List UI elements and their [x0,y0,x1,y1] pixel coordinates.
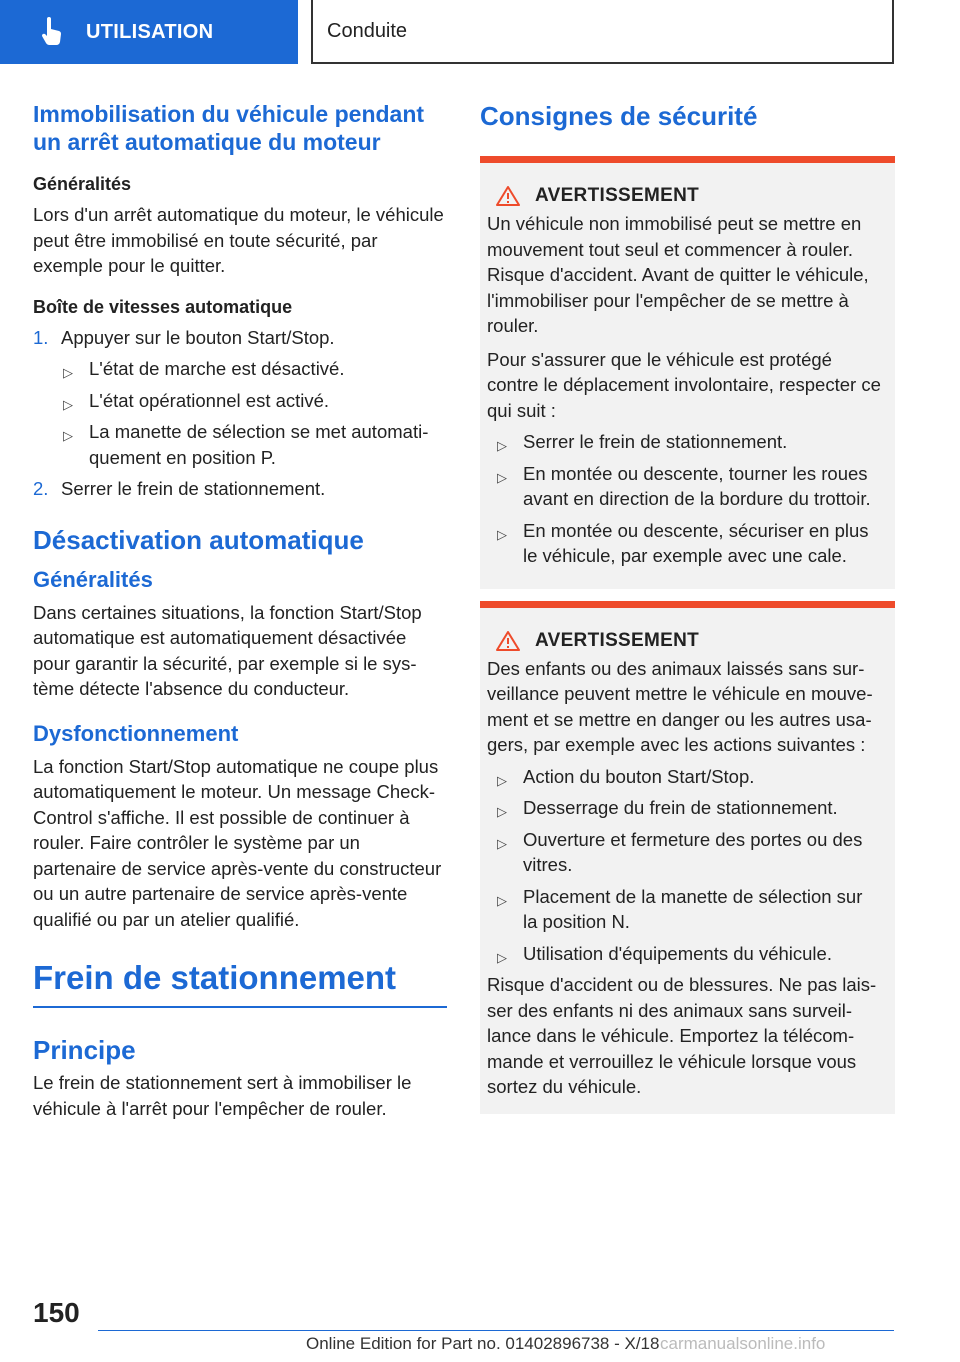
warning-header [487,185,881,207]
heading-desactivation: Désactivation automatique [33,524,364,555]
left-column [33,100,447,1121]
list-item-text: Ouverture et fermeture des portes ou des vitres. [523,828,863,875]
list-item-text: L'état opérationnel est activé. [89,389,330,411]
substep-list [61,356,447,470]
list-item [495,827,881,878]
warning-label: AVERTISSEMENT [535,185,700,206]
heading-immobilisation: Immobilisation du véhicule pendant un arrêt automatique du moteur [33,101,425,155]
list-item [61,388,447,414]
steps-list [33,325,447,502]
step-item [33,476,447,502]
warning-label: AVERTISSEMENT [535,629,700,651]
triangle-bullet-icon: ▷ [497,892,507,908]
paragraph-generalites: Lors d'un arrêt automatique du moteur, le véhicule peut être immobilisé en toute sécurité, par exemple pour le quitter. [33,204,444,276]
list-item-text: Serrer le frein de stationnement. [523,431,788,452]
step-number: 1. [33,326,49,348]
triangle-bullet-icon: ▷ [497,804,507,819]
list-item-text: L'état de marche est désactivé. [89,358,345,379]
warning-triangle-icon [495,630,521,652]
warning-paragraph: Un véhicule non immobilisé peut se mettre en mouvement tout seul et commencer à rouler. Risque d'accident. Avant de quitter le véhicule, l'immobiliser pour l'empêcher de se mettre à rouler. [487,213,869,336]
warning-box [480,601,895,1114]
triangle-bullet-icon: ▷ [497,835,507,851]
chapter-tab [0,0,298,64]
list-item-text: En montée ou descente, tourner les roues avant en direction de la bordure du trottoir. [523,462,871,509]
section-label: Conduite [327,19,408,42]
list-item [495,884,881,935]
warning-triangle-icon [495,185,521,207]
heading-generalites-2: Généralités [33,566,153,592]
chapter-label: UTILISATION [86,20,214,43]
warning-paragraph: Des enfants ou des animaux laissés sans surveillance peuvent mettre le véhicule en mouvement et se mettre en danger ou les autres usagers, par exemple avec les actions suivantes : [487,657,873,755]
step-text: Serrer le frein de stationnement. [61,478,326,499]
list-item [495,429,881,455]
list-item-text: Placement de la manette de sélection sur la position N. [523,885,863,932]
warning-list [495,429,881,569]
paragraph-dysfonctionnement: La fonction Start/Stop automatique ne coupe plus automatiquement le moteur. Un message Check-Control s'affiche. Il est possible de continuer à rouler. Faire contrôler le système par un partenaire de service après-vente du constructeur ou un autre partenaire de service après-vente qualifié ou par un atelier qualifié. [33,755,442,930]
heading-boite-vitesses: Boîte de vitesses automatique [33,296,293,317]
heading-consignes-securite: Consignes de sécurité [480,101,758,131]
heading-frein-stationnement: Frein de stationnement [33,958,447,1008]
list-item-text: Utilisation d'équipements du véhicule. [523,942,832,964]
triangle-bullet-icon: ▷ [497,949,507,965]
section-header [311,0,894,64]
hand-pointer-icon [38,17,66,47]
warning-paragraph: Pour s'assurer que le véhicule est protégé contre le déplacement involontaire, respecter ce qui suit : [487,348,881,421]
heading-principe: Principe [33,1035,136,1065]
triangle-bullet-icon: ▷ [497,438,507,453]
list-item [495,461,881,512]
warning-header [487,630,881,652]
watermark: carmanualsonline.info [660,1334,826,1353]
warning-paragraph: Risque d'accident ou de blessures. Ne pas laisser des enfants ni des animaux sans surveillance dans le véhicule. Emportez la télécommande et verrouillez le véhicule lorsque vous sortez du véhicule. [487,974,877,1097]
footer-divider [98,1330,894,1331]
heading-dysfonctionnement: Dysfonctionnement [33,720,239,746]
paragraph-principe: Le frein de stationnement sert à immobiliser le véhicule à l'arrêt pour l'empêcher de rouler. [33,1072,412,1119]
list-item-text: La manette de sélection se met automatiquement en position P. [89,421,429,468]
list-item-text: En montée ou descente, sécuriser en plus le véhicule, par exemple avec une cale. [523,519,869,566]
page-number: 150 [33,1297,80,1328]
triangle-bullet-icon: ▷ [497,772,507,788]
list-item-text: Action du bouton Start/Stop. [523,765,755,787]
step-item [33,325,447,471]
list-item [495,518,881,569]
warning-box [480,156,895,589]
triangle-bullet-icon: ▷ [63,365,73,380]
step-number: 2. [33,478,49,499]
step-text: Appuyer sur le bouton Start/Stop. [61,326,335,348]
list-item [495,764,881,790]
list-item [61,356,447,382]
list-item [61,419,447,470]
list-item [495,795,881,821]
list-item [495,941,881,967]
triangle-bullet-icon: ▷ [63,428,73,443]
paragraph-generalites-2: Dans certaines situations, la fonction Start/Stop automatique est automatiquement désactivée pour garantir la sécurité, par exemple si le système détecte l'absence du conducteur. [33,601,422,699]
triangle-bullet-icon: ▷ [63,396,73,412]
triangle-bullet-icon: ▷ [497,469,507,485]
warning-list [495,764,881,967]
list-item-text: Desserrage du frein de stationnement. [523,797,838,818]
footer-edition: Online Edition for Part no. 01402896738 - X/18 [306,1334,660,1353]
triangle-bullet-icon: ▷ [497,526,507,542]
heading-generalites: Généralités [33,174,132,194]
right-column [480,100,895,1114]
